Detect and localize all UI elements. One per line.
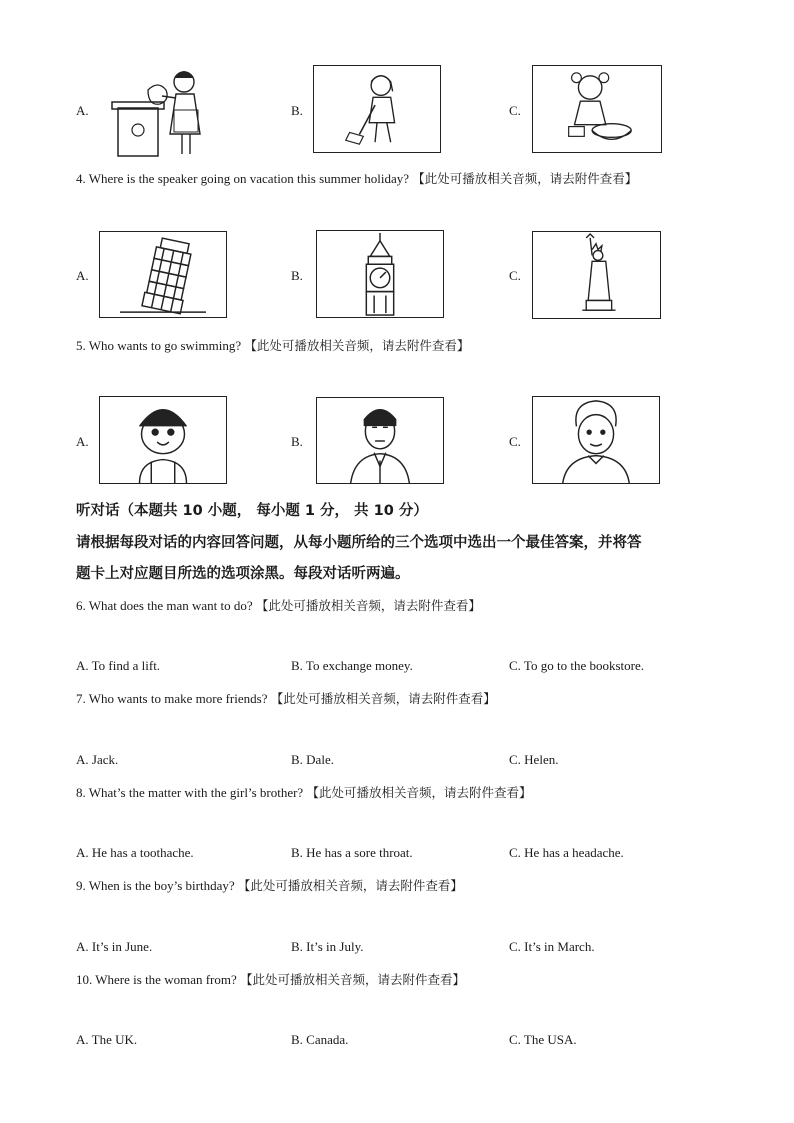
audio-note[interactable]: 【此处可播放相关音频，请去附件查看】 bbox=[240, 972, 466, 987]
section-instruction-line-1: 请根据每段对话的内容回答问题，从每小题所给的三个选项中选出一个最佳答案，并将答 bbox=[76, 535, 642, 551]
question-text: 10. Where is the woman from? bbox=[76, 972, 237, 987]
answer-option-a: A. He has a toothache. bbox=[76, 845, 194, 860]
statue-of-liberty-icon bbox=[532, 231, 661, 319]
audio-note[interactable]: 【此处可播放相关音频，请去附件查看】 bbox=[244, 338, 470, 353]
girl-throwing-trash-icon bbox=[96, 60, 226, 158]
answer-option-a: A. To find a lift. bbox=[76, 658, 161, 673]
audio-note[interactable]: 【此处可播放相关音频，请去附件查看】 bbox=[237, 878, 463, 893]
question-text: 6. What does the man want to do? bbox=[76, 598, 253, 613]
question-9 bbox=[76, 876, 463, 894]
answer-option-c: C. To go to the bookstore. bbox=[509, 658, 644, 673]
answer-option-c: C. He has a headache. bbox=[509, 845, 624, 860]
section-instruction-line-2: 题卡上对应题目所选的选项涂黑。每段对话听两遍。 bbox=[76, 566, 410, 582]
answer-option-c: C. It’s in March. bbox=[509, 939, 595, 954]
answer-option-c: C. Helen. bbox=[509, 752, 559, 767]
answer-option-a: A. Jack. bbox=[76, 752, 119, 767]
answer-option-a: A. The UK. bbox=[76, 1032, 138, 1047]
answer-option-c: C. The USA. bbox=[509, 1032, 577, 1047]
option-b-label: B. bbox=[291, 103, 303, 118]
option-b-label: B. bbox=[291, 434, 303, 449]
question-7 bbox=[76, 689, 496, 707]
option-c-label: C. bbox=[509, 268, 521, 283]
question-text: 8. What’s the matter with the girl’s brother? bbox=[76, 785, 304, 800]
answer-option-b: B. Canada. bbox=[291, 1032, 349, 1047]
leaning-tower-of-pisa-icon bbox=[99, 231, 227, 318]
answer-option-b: B. It’s in July. bbox=[291, 939, 364, 954]
question-5 bbox=[76, 336, 469, 354]
question-4 bbox=[76, 169, 637, 187]
option-b-label: B. bbox=[291, 268, 303, 283]
option-c-label: C. bbox=[509, 103, 521, 118]
question-5-text: 5. Who wants to go swimming? bbox=[76, 338, 242, 353]
question-8 bbox=[76, 783, 531, 801]
audio-note[interactable]: 【此处可播放相关音频，请去附件查看】 bbox=[270, 691, 496, 706]
audio-note[interactable]: 【此处可播放相关音频，请去附件查看】 bbox=[412, 171, 638, 186]
old-man-icon bbox=[532, 396, 660, 484]
man-in-suit-icon bbox=[316, 397, 444, 484]
answer-option-b: B. He has a sore throat. bbox=[291, 845, 413, 860]
option-c-label: C. bbox=[509, 434, 521, 449]
question-10 bbox=[76, 970, 465, 988]
girl-sweeping-floor-icon bbox=[313, 65, 441, 153]
option-a-label: A. bbox=[76, 268, 89, 283]
answer-option-a: A. It’s in June. bbox=[76, 939, 153, 954]
young-boy-icon bbox=[99, 396, 227, 484]
option-a-label: A. bbox=[76, 434, 89, 449]
audio-note[interactable]: 【此处可播放相关音频，请去附件查看】 bbox=[306, 785, 532, 800]
option-a-label: A. bbox=[76, 103, 89, 118]
question-text: 9. When is the boy’s birthday? bbox=[76, 878, 235, 893]
question-text: 7. Who wants to make more friends? bbox=[76, 691, 268, 706]
question-6 bbox=[76, 596, 481, 614]
question-4-text: 4. Where is the speaker going on vacation this summer holiday? bbox=[76, 171, 409, 186]
audio-note[interactable]: 【此处可播放相关音频，请去附件查看】 bbox=[255, 598, 481, 613]
girl-washing-clothes-icon bbox=[532, 65, 662, 153]
section-title: 听对话（本题共 10 小题， 每小题 1 分， 共 10 分） bbox=[76, 503, 428, 519]
answer-option-b: B. Dale. bbox=[291, 752, 334, 767]
answer-option-b: B. To exchange money. bbox=[291, 658, 413, 673]
big-ben-icon bbox=[316, 230, 444, 318]
